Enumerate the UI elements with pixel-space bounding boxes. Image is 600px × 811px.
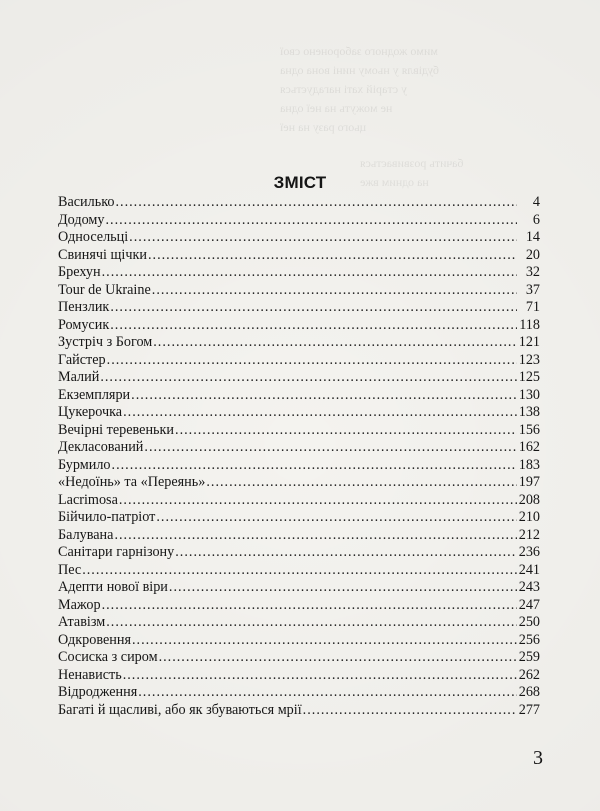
entry-page-number: 197: [518, 474, 540, 490]
entry-page-number: 118: [519, 316, 540, 333]
entry-title: Ромусик: [58, 316, 110, 333]
toc-entry: [58, 317, 540, 335]
entry-title: «Недоїнь» та «Переянь»: [58, 474, 206, 490]
toc-entry: [58, 247, 540, 265]
toc-entry: [58, 632, 540, 650]
entry-page-number: 268: [518, 684, 540, 700]
leader-dots: [144, 439, 517, 457]
toc-entry: [58, 282, 540, 300]
entry-title: Зустріч з Богом: [58, 334, 153, 350]
toc-entry: [58, 702, 540, 720]
entry-page-number: 212: [518, 526, 540, 543]
show-through-text-middle: бачить розвивається на одним вже: [360, 156, 464, 189]
page-number: 3: [533, 747, 543, 769]
leader-dots: [100, 369, 517, 387]
entry-title: Гайстер: [58, 351, 106, 368]
entry-page-number: 247: [518, 596, 540, 613]
entry-page-number: 262: [518, 666, 540, 683]
entry-title: Цукерочка: [58, 404, 123, 420]
entry-title: Декласований: [58, 439, 144, 455]
toc-entry: [58, 334, 540, 352]
leader-dots: [169, 579, 517, 597]
leader-dots: [129, 229, 517, 247]
leader-dots: [112, 457, 517, 475]
toc-entry: [58, 439, 540, 457]
leader-dots: [110, 299, 517, 317]
toc-entry: [58, 387, 540, 405]
entry-page-number: 121: [518, 334, 540, 350]
entry-page-number: 208: [518, 491, 540, 508]
toc-entry: [58, 667, 540, 685]
show-through-text-top: мимо жодного заборонено свої будівля у ньому нині вона одна у старій хаті нагадується не можуть на неї одна цього разу на неї: [280, 44, 440, 134]
toc-entry: [58, 597, 540, 615]
entry-page-number: 71: [525, 299, 540, 315]
entry-page-number: 183: [518, 456, 540, 473]
table-of-contents: [58, 194, 540, 719]
toc-entry: [58, 194, 540, 212]
leader-dots: [153, 334, 517, 352]
table-of-contents-title: ЗМІСТ: [273, 173, 327, 193]
entry-title: Адепти нової віри: [58, 579, 168, 595]
toc-entry: [58, 579, 540, 597]
entry-page-number: 162: [518, 439, 540, 455]
entry-page-number: 125: [518, 369, 540, 385]
toc-entry: [58, 229, 540, 247]
entry-page-number: 6: [532, 211, 540, 228]
leader-dots: [105, 212, 517, 230]
entry-title: Санітари гарнізону: [58, 544, 175, 560]
leader-dots: [102, 597, 517, 615]
entry-page-number: 4: [532, 194, 540, 210]
toc-entry: [58, 369, 540, 387]
toc-entry: [58, 614, 540, 632]
toc-entry: [58, 422, 540, 440]
entry-title: Балувана: [58, 526, 114, 543]
entry-title: Одкровення: [58, 631, 131, 648]
entry-page-number: 256: [518, 631, 540, 648]
entry-title: Свинячі щічки: [58, 246, 147, 263]
entry-title: Мажор: [58, 596, 101, 613]
entry-page-number: 138: [518, 404, 540, 420]
entry-title: Багаті й щасливі, або як збуваються мрії: [58, 701, 302, 718]
leader-dots: [115, 194, 517, 212]
leader-dots: [123, 404, 517, 422]
entry-title: Lacrimosa: [58, 491, 118, 508]
leader-dots: [110, 317, 517, 335]
leader-dots: [152, 282, 517, 300]
entry-page-number: 250: [518, 614, 540, 630]
toc-entry: [58, 527, 540, 545]
entry-page-number: 123: [518, 351, 540, 368]
leader-dots: [148, 247, 517, 265]
toc-entry: [58, 474, 540, 492]
toc-entry: [58, 299, 540, 317]
leader-dots: [175, 422, 517, 440]
entry-page-number: 130: [518, 386, 540, 403]
toc-entry: [58, 352, 540, 370]
leader-dots: [156, 509, 517, 527]
entry-page-number: 32: [525, 264, 540, 280]
leader-dots: [132, 632, 517, 650]
leader-dots: [106, 614, 517, 632]
leader-dots: [82, 562, 517, 580]
entry-title: Односельці: [58, 229, 129, 245]
toc-entry: [58, 544, 540, 562]
entry-page-number: 243: [518, 579, 540, 595]
entry-page-number: 236: [518, 544, 540, 560]
entry-title: Малий: [58, 369, 100, 385]
toc-entry: [58, 457, 540, 475]
entry-title: Василько: [58, 194, 115, 210]
entry-title: Ненависть: [58, 666, 122, 683]
toc-entry: [58, 404, 540, 422]
entry-title: Пес: [58, 561, 82, 578]
toc-entry: [58, 509, 540, 527]
toc-entry: [58, 212, 540, 230]
entry-title: Екземпляри: [58, 386, 131, 403]
leader-dots: [114, 527, 517, 545]
leader-dots: [102, 264, 517, 282]
toc-entry: [58, 562, 540, 580]
leader-dots: [119, 492, 517, 510]
entry-title: Брехун: [58, 264, 101, 280]
toc-entry: [58, 684, 540, 702]
leader-dots: [206, 474, 517, 492]
entry-title: Атавізм: [58, 614, 106, 630]
toc-entry: [58, 492, 540, 510]
toc-entry: [58, 649, 540, 667]
leader-dots: [303, 702, 517, 720]
entry-page-number: 210: [518, 509, 540, 525]
entry-title: Бійчило-патріот: [58, 509, 156, 525]
entry-page-number: 259: [518, 649, 540, 665]
entry-page-number: 20: [525, 246, 540, 263]
entry-page-number: 241: [518, 561, 540, 578]
entry-page-number: 37: [525, 281, 540, 298]
entry-page-number: 277: [518, 701, 540, 718]
leader-dots: [107, 352, 517, 370]
entry-page-number: 156: [518, 421, 540, 438]
leader-dots: [131, 387, 517, 405]
toc-entry: [58, 264, 540, 282]
entry-title: Додому: [58, 211, 105, 228]
leader-dots: [175, 544, 517, 562]
entry-title: Вечірні теревеньки: [58, 421, 175, 438]
entry-page-number: 14: [525, 229, 540, 245]
leader-dots: [123, 667, 517, 685]
entry-title: Tour de Ukraine: [58, 281, 151, 298]
entry-title: Відродження: [58, 684, 138, 700]
leader-dots: [138, 684, 517, 702]
entry-title: Пензлик: [58, 299, 110, 315]
leader-dots: [159, 649, 517, 667]
entry-title: Сосиска з сиром: [58, 649, 158, 665]
entry-title: Бурмило: [58, 456, 111, 473]
